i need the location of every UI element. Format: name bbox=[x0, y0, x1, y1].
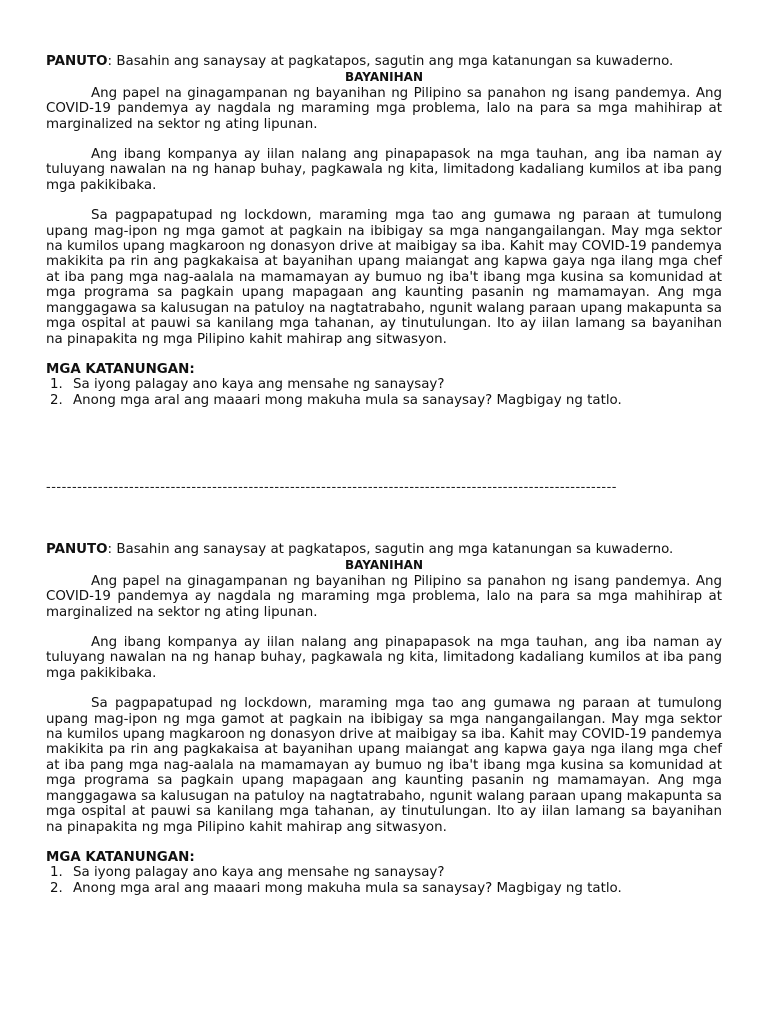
question-item bbox=[46, 865, 722, 880]
question-item bbox=[46, 881, 722, 896]
essay-title: BAYANIHAN bbox=[345, 70, 423, 85]
essay-paragraph: Ang papel na ginagampanan ng bayanihan ng Pilipino sa panahon ng isang pandemya. Ang COVID-19 pandemya ay nagdala ng maraming mga problema, lalo na para sa mga mahihirap at marginalized na sektor ng ating lipunan. bbox=[46, 573, 722, 620]
essay-paragraph: Ang papel na ginagampanan ng bayanihan ng Pilipino sa panahon ng isang pandemya. Ang COVID-19 pandemya ay nagdala ng maraming mga problema, lalo na para sa mga mahihirap at marginalized na sektor ng ating lipunan. bbox=[46, 85, 722, 132]
instruction-text: : Basahin ang sanaysay at pagkatapos, sagutin ang mga katanungan sa kuwaderno. bbox=[107, 542, 674, 557]
question-item bbox=[46, 377, 722, 392]
instruction bbox=[46, 542, 722, 557]
question-number: 1. bbox=[50, 865, 63, 881]
worksheet-top bbox=[46, 54, 722, 408]
questions-heading: MGA KATANUNGAN: bbox=[46, 849, 195, 865]
essay-paragraph: Sa pagpapatupad ng lockdown, maraming mga tao ang gumawa ng paraan at tumulong upang mag-ipon ng mga gamot at pagkain na ibibigay sa mga nangangailangan. May mga sektor na kumilos upang magkaroon ng donasyon drive at maibigay sa iba. Kahit may COVID-19 pandemya makikita pa rin ang pagkakaisa at bayanihan upang maiangat ang kapwa gaya nga ilang mga chef at iba pang mga nag-aalala na mamamayan ay bumuo ng iba't ibang mga kusina sa komunidad at mga programa sa pagkain upang mapagaan ang kaunting pasanin ng mamamayan. Ang mga manggagawa sa kalusugan na patuloy na nagtatrabaho, ngunit walang paraan upang makapunta sa mga ospital at pauwi sa kanilang mga tahanan, ay tinutulungan. Ito ay iilan lamang sa bayanihan na pinapakita ng mga Pilipino kahit mahirap ang sitwasyon. bbox=[46, 208, 722, 347]
question-number: 2. bbox=[50, 880, 63, 896]
question-item bbox=[46, 393, 722, 408]
essay-paragraph: Ang ibang kompanya ay iilan nalang ang pinapapasok na mga tauhan, ang iba naman ay tuluyang nawalan na ng hanap buhay, pagkawala ng kita, limitadong kadaliang kumilos at iba pang mga pakikibaka. bbox=[46, 147, 722, 193]
instruction-text: : Basahin ang sanaysay at pagkatapos, sagutin ang mga katanungan sa kuwaderno. bbox=[107, 54, 674, 69]
essay-paragraph: Ang ibang kompanya ay iilan nalang ang pinapapasok na mga tauhan, ang iba naman ay tuluyang nawalan na ng hanap buhay, pagkawala ng kita, limitadong kadaliang kumilos at iba pang mga pakikibaka. bbox=[46, 635, 722, 681]
questions-list bbox=[46, 377, 722, 408]
question-text: Sa iyong palagay ano kaya ang mensahe ng sanaysay? bbox=[73, 377, 445, 393]
instruction bbox=[46, 54, 722, 69]
questions-list bbox=[46, 865, 722, 896]
question-text: Sa iyong palagay ano kaya ang mensahe ng sanaysay? bbox=[73, 865, 445, 881]
worksheet-bottom bbox=[46, 542, 722, 896]
instruction-label: PANUTO bbox=[46, 542, 108, 557]
instruction-label: PANUTO bbox=[46, 54, 108, 69]
question-number: 1. bbox=[50, 377, 63, 393]
questions-heading: MGA KATANUNGAN: bbox=[46, 361, 195, 377]
cut-line-separator: -------------------------------------------------------------------------------------------------------------- bbox=[46, 480, 618, 495]
essay-paragraph: Sa pagpapatupad ng lockdown, maraming mga tao ang gumawa ng paraan at tumulong upang mag-ipon ng mga gamot at pagkain na ibibigay sa mga nangangailangan. May mga sektor na kumilos upang magkaroon ng donasyon drive at maibigay sa iba. Kahit may COVID-19 pandemya makikita pa rin ang pagkakaisa at bayanihan upang maiangat ang kapwa gaya nga ilang mga chef at iba pang mga nag-aalala na mamamayan ay bumuo ng iba't ibang mga kusina sa komunidad at mga programa sa pagkain upang mapagaan ang kaunting pasanin ng mamamayan. Ang mga manggagawa sa kalusugan na patuloy na nagtatrabaho, ngunit walang paraan upang makapunta sa mga ospital at pauwi sa kanilang mga tahanan, ay tinutulungan. Ito ay iilan lamang sa bayanihan na pinapakita ng mga Pilipino kahit mahirap ang sitwasyon. bbox=[46, 696, 722, 835]
essay-title: BAYANIHAN bbox=[345, 558, 423, 573]
question-number: 2. bbox=[50, 392, 63, 408]
question-text: Anong mga aral ang maaari mong makuha mula sa sanaysay? Magbigay ng tatlo. bbox=[73, 880, 622, 896]
question-text: Anong mga aral ang maaari mong makuha mula sa sanaysay? Magbigay ng tatlo. bbox=[73, 392, 622, 408]
